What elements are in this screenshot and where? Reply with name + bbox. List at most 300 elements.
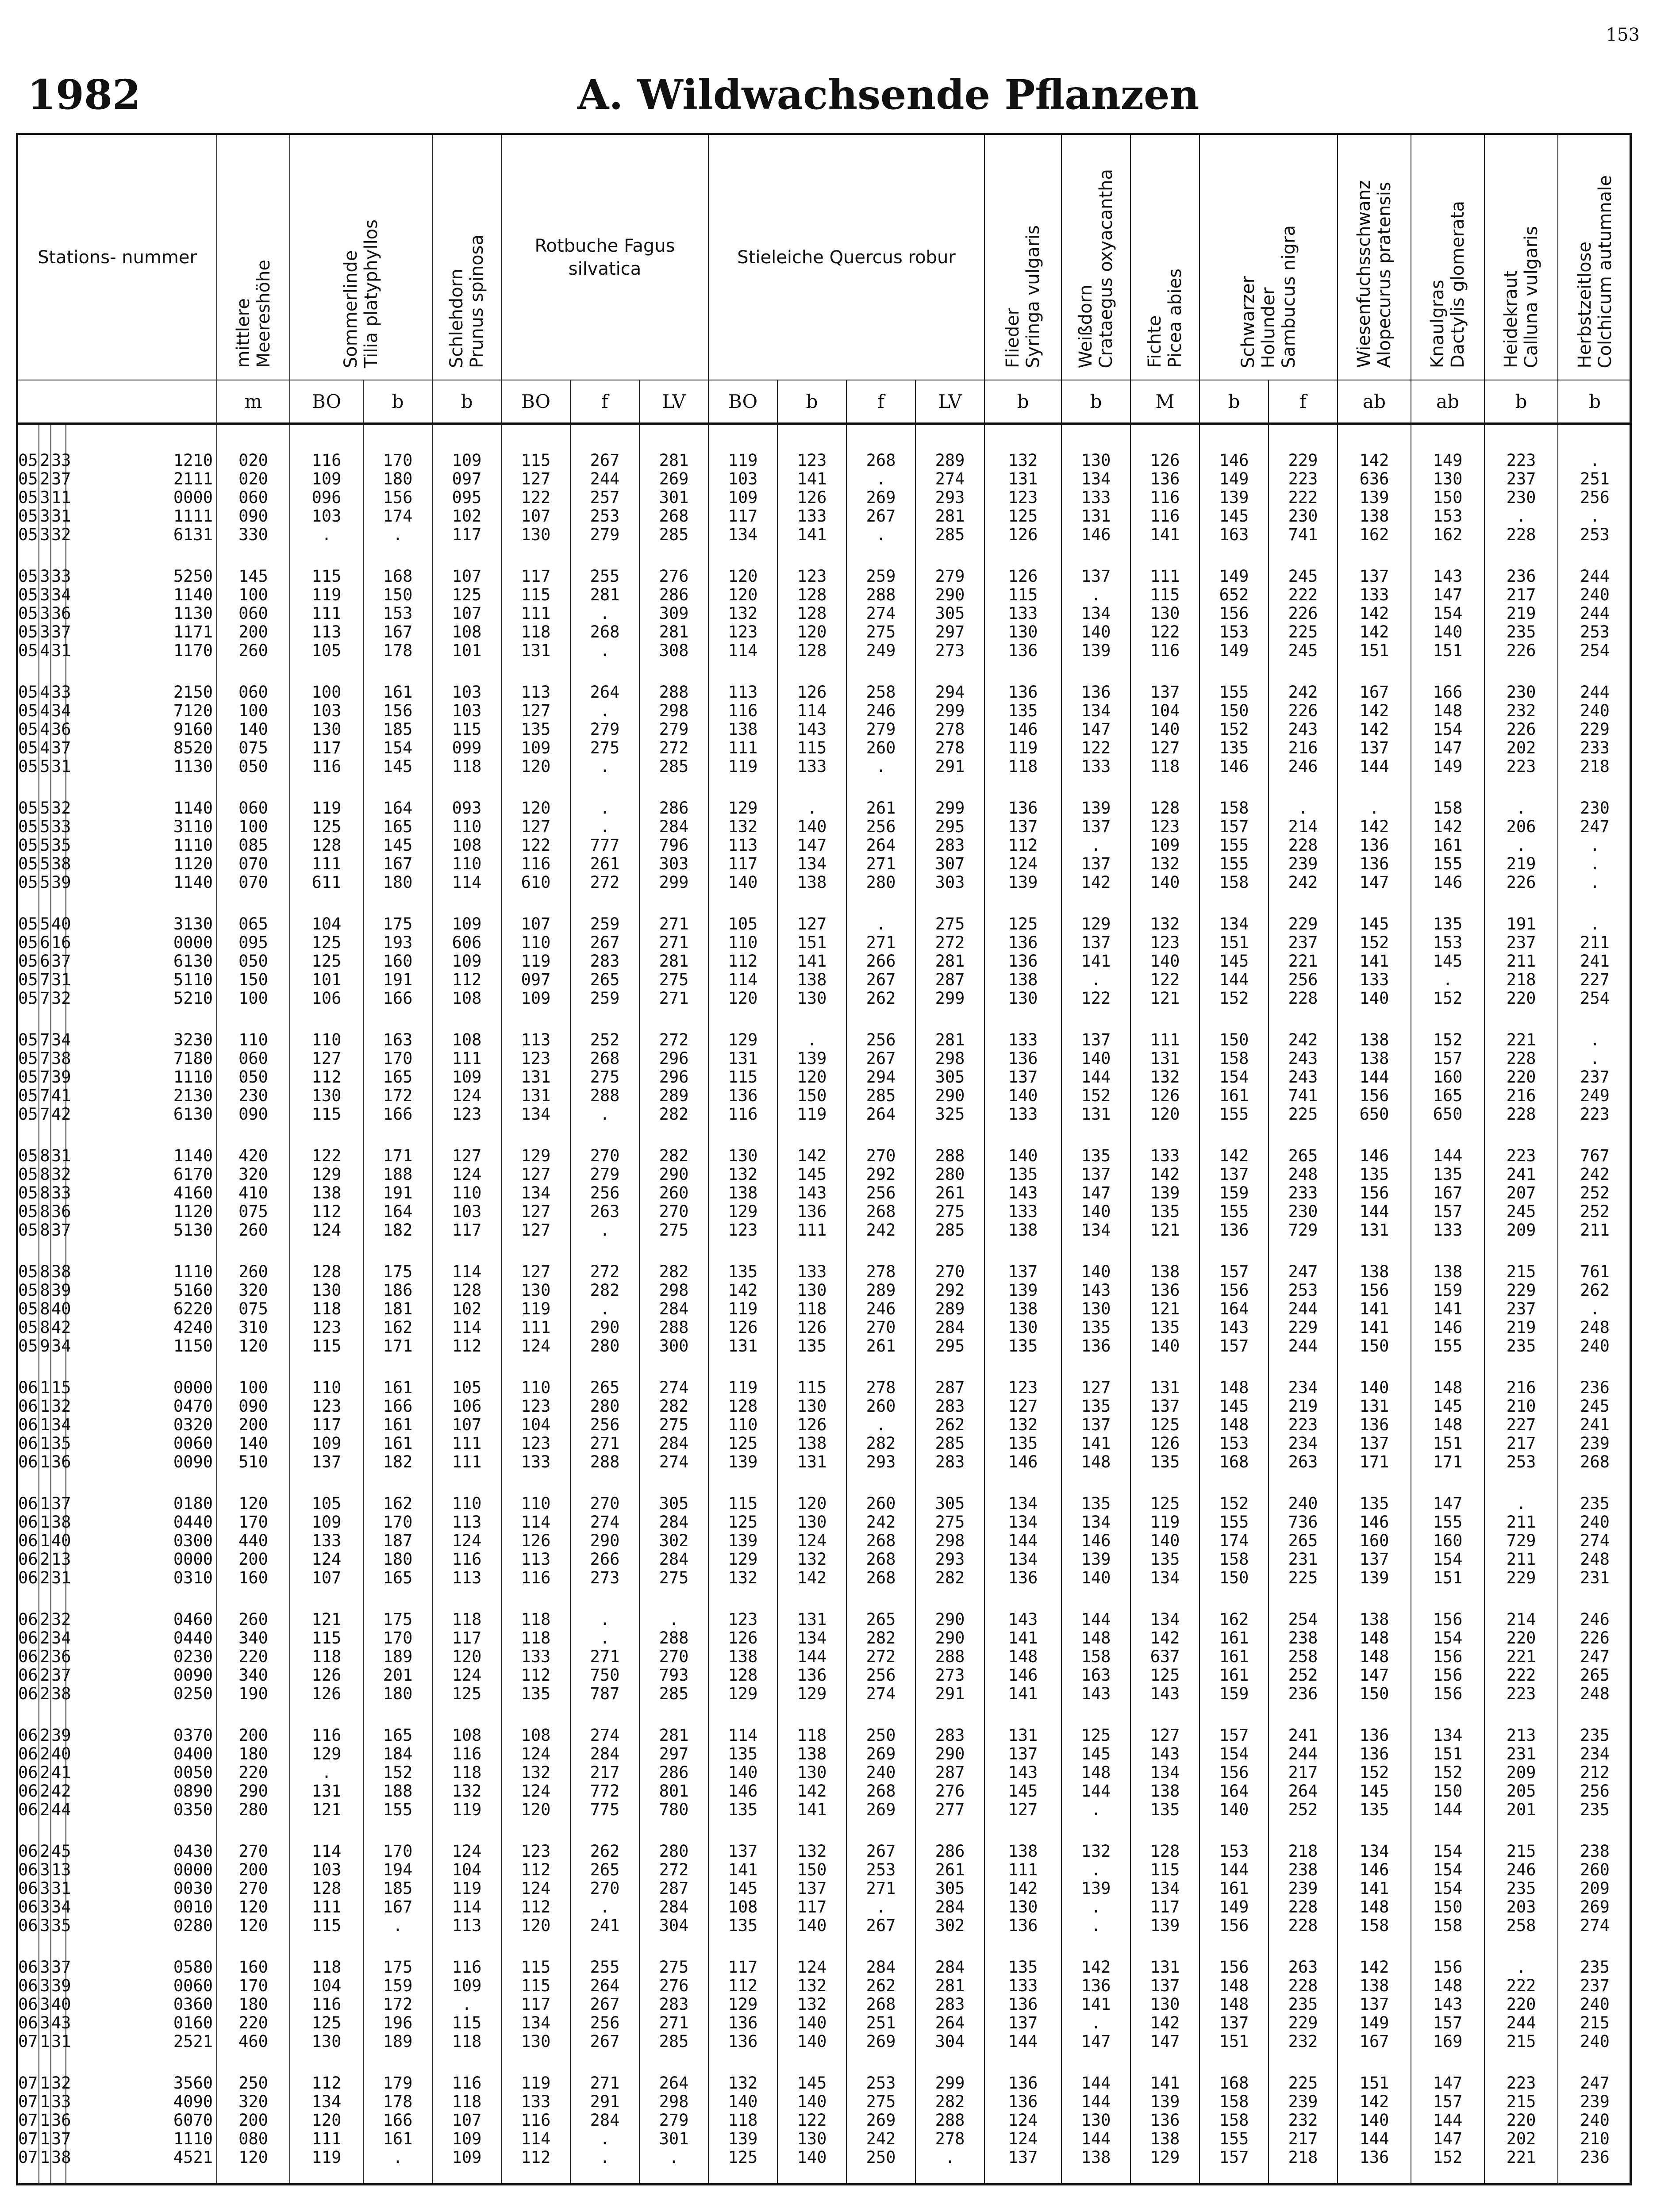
- value-cell: 105 110 112 114 120: [708, 915, 777, 1008]
- separator-cell: [290, 1819, 363, 1842]
- value-cell: 245 222 226 225 245: [1269, 567, 1338, 660]
- separator-cell: [1338, 1935, 1411, 1958]
- separator-cell: [501, 1703, 570, 1726]
- separator-cell: [217, 1935, 290, 1958]
- separator-cell: [570, 1124, 639, 1147]
- separator-cell: [363, 1008, 432, 1031]
- separator-cell: [1558, 1935, 1631, 1958]
- unit-cell: b: [432, 380, 501, 424]
- separator-cell: [570, 1703, 639, 1726]
- value-cell: 158 157 155 155 158: [1199, 799, 1269, 892]
- value-cell: 120 120 132 123 114: [708, 567, 777, 660]
- separator-cell: [1484, 1819, 1558, 1842]
- separator-cell: [1338, 1819, 1411, 1842]
- unit-cell: m: [217, 380, 290, 424]
- separator-cell: [1061, 1008, 1130, 1031]
- station-number-cell: 3560 4090 6070 1110 4521: [66, 2074, 217, 2167]
- value-cell: 168 158 158 155 157: [1199, 2074, 1269, 2167]
- separator-cell: [708, 1008, 777, 1031]
- separator-cell: [432, 1703, 501, 1726]
- value-cell: 250 269 240 268 269: [846, 1726, 915, 1819]
- unit-cell: LV: [639, 380, 708, 424]
- station-number-cell: 1140 6170 4160 1120 5130: [66, 1147, 217, 1240]
- separator-cell: [846, 660, 915, 683]
- separator-cell: [432, 2167, 501, 2185]
- separator-cell: [777, 776, 846, 799]
- group-separator: [18, 544, 1631, 567]
- separator-cell: [18, 1124, 39, 1147]
- separator-cell: [1199, 892, 1269, 915]
- separator-cell: [217, 1240, 290, 1263]
- separator-cell: [1269, 660, 1338, 683]
- separator-cell: [1061, 1124, 1130, 1147]
- separator-cell: [66, 1240, 217, 1263]
- separator-cell: [51, 1703, 66, 1726]
- separator-cell: [51, 2051, 66, 2074]
- separator-cell: [1061, 1935, 1130, 1958]
- value-cell: 149 130 150 153 162: [1411, 451, 1484, 544]
- station-number-cell: 0460 0440 0230 0090 0250: [66, 1610, 217, 1703]
- separator-cell: [217, 1587, 290, 1610]
- separator-cell: [18, 1008, 39, 1031]
- value-cell: 136 135 146 119 118: [984, 683, 1061, 776]
- value-cell: 118 117 120 124 125: [432, 1610, 501, 1703]
- station-number-cell: 2 3 3 3 3: [39, 1842, 51, 1935]
- separator-cell: [1269, 1124, 1338, 1147]
- separator-cell: [432, 892, 501, 915]
- station-number-cell: 0000 0470 0320 0060 0090: [66, 1379, 217, 1471]
- separator-cell: [1338, 1124, 1411, 1147]
- separator-cell: [1411, 660, 1484, 683]
- value-cell: 274 284 217 772 775: [570, 1726, 639, 1819]
- separator-cell: [1130, 1471, 1199, 1494]
- header-syringa: Flieder Syringa vulgaris: [984, 135, 1061, 380]
- separator-cell: [846, 1703, 915, 1726]
- separator-cell: [570, 544, 639, 567]
- station-number-cell: 05 05 05 05 05: [18, 799, 39, 892]
- value-cell: 137 133 142 142 151: [1338, 567, 1411, 660]
- value-cell: 131 134 144 136 129: [777, 1610, 846, 1703]
- value-cell: 215 246 235 203 258: [1484, 1842, 1558, 1935]
- value-cell: 282 298 284 288 300: [639, 1263, 708, 1356]
- value-cell: 154 154 154 150 158: [1411, 1842, 1484, 1935]
- station-group: [18, 1726, 1631, 1842]
- section-title: A. Wildwachsende Pflanzen: [577, 71, 1199, 119]
- station-number-cell: 3130 0000 6130 5110 5210: [66, 915, 217, 1008]
- header-quercus: Stieleiche Quercus robur: [708, 135, 984, 380]
- separator-cell: [1199, 1471, 1269, 1494]
- value-cell: 260 320 075 310 120: [217, 1263, 290, 1356]
- station-group-row: [18, 451, 1631, 544]
- separator-cell: [217, 544, 290, 567]
- value-cell: 126 114 143 115 133: [777, 683, 846, 776]
- separator-cell: [1484, 1935, 1558, 1958]
- value-cell: 279 290 305 297 273: [915, 567, 984, 660]
- group-separator: [18, 1008, 1631, 1031]
- value-cell: 146 149 139 145 163: [1199, 451, 1269, 544]
- separator-cell: [501, 660, 570, 683]
- value-cell: 265 280 256 271 288: [570, 1379, 639, 1471]
- unit-cell: BO: [708, 380, 777, 424]
- value-cell: 244 240 229 233 218: [1580, 683, 1610, 776]
- value-cell: 115 115 117 134 130: [501, 1958, 570, 2051]
- value-cell: 140 135 143 133 138: [984, 1147, 1061, 1240]
- separator-cell: [639, 1587, 708, 1610]
- separator-cell: [363, 1356, 432, 1379]
- separator-cell: [1199, 1587, 1269, 1610]
- value-cell: 284 262 268 251 269: [846, 1958, 915, 2051]
- station-number-cell: 39 40 41 42 44: [51, 1726, 71, 1819]
- separator-cell: [432, 1124, 501, 1147]
- header-dactylis: Knaulgras Dactylis glomerata: [1411, 135, 1484, 380]
- separator-cell: [1484, 1356, 1558, 1379]
- separator-cell: [501, 1471, 570, 1494]
- separator-cell: [18, 1703, 39, 1726]
- value-cell: 114 135 140 146 135: [708, 1726, 777, 1819]
- separator-cell: [217, 892, 290, 915]
- separator-cell: [1269, 776, 1338, 799]
- separator-cell: [1130, 1703, 1199, 1726]
- value-cell: 060 100 140 075 050: [217, 683, 290, 776]
- station-number-cell: 07 07 07 07 07: [18, 2074, 39, 2167]
- separator-cell: [1484, 1124, 1558, 1147]
- value-cell: 112 134 120 111 119: [290, 2074, 363, 2167]
- separator-cell: [915, 1240, 984, 1263]
- separator-cell: [984, 892, 1061, 915]
- station-group: [18, 1494, 1631, 1610]
- separator-cell: [432, 776, 501, 799]
- value-cell: 286 284 796 303 299: [639, 799, 708, 892]
- separator-cell: [1130, 1124, 1199, 1147]
- value-cell: 133 136 137 140 133: [984, 1031, 1061, 1124]
- value-cell: 223 237 230 . 228: [1484, 451, 1558, 544]
- value-cell: 065 095 050 150 100: [217, 915, 290, 1008]
- separator-cell: [51, 892, 66, 915]
- value-cell: 264 298 279 301 .: [639, 2074, 708, 2167]
- value-cell: 270 292 256 268 242: [846, 1147, 915, 1240]
- station-number-cell: 15 32 34 35 36: [51, 1378, 71, 1471]
- value-cell: 136 134 147 122 133: [1061, 683, 1130, 776]
- value-cell: 258 246 279 260 .: [846, 683, 915, 776]
- station-group: [18, 1263, 1631, 1379]
- separator-cell: [290, 1124, 363, 1147]
- separator-cell: [639, 2167, 708, 2185]
- separator-cell: [363, 1471, 432, 1494]
- value-cell: 252 268 275 288 .: [570, 1031, 639, 1124]
- separator-cell: [1558, 544, 1631, 567]
- value-cell: 230 247 . . .: [1580, 799, 1610, 892]
- value-cell: 116 118 107 109 109: [432, 2074, 501, 2167]
- separator-cell: [1199, 1124, 1269, 1147]
- value-cell: 121 115 118 126 126: [290, 1610, 363, 1703]
- separator-cell: [708, 892, 777, 915]
- value-cell: 294 299 278 278 291: [915, 683, 984, 776]
- value-cell: 229 223 222 230 741: [1269, 451, 1338, 544]
- separator-cell: [1484, 776, 1558, 799]
- separator-cell: [1558, 1819, 1631, 1842]
- value-cell: 168 150 153 167 178: [363, 567, 432, 660]
- value-cell: 152 155 174 158 150: [1199, 1494, 1269, 1587]
- separator-cell: [1484, 660, 1558, 683]
- value-cell: 278 289 246 270 261: [846, 1263, 915, 1356]
- value-cell: . 288 270 793 285: [639, 1610, 708, 1703]
- group-separator: [18, 1587, 1631, 1610]
- station-number-cell: 45 13 31 34 35: [51, 1842, 71, 1935]
- separator-cell: [639, 892, 708, 915]
- separator-cell: [984, 1356, 1061, 1379]
- page-number: 153: [1606, 25, 1640, 45]
- value-cell: 142 138 137 149 167: [1338, 1958, 1411, 2051]
- group-separator: [18, 1935, 1631, 1958]
- value-cell: 267 253 271 . 267: [846, 1842, 915, 1935]
- value-cell: 179 178 166 161 .: [363, 2074, 432, 2167]
- value-cell: 157 156 164 143 157: [1199, 1263, 1269, 1356]
- value-cell: 247 239 240 210 236: [1580, 2074, 1610, 2167]
- separator-cell: [984, 1124, 1061, 1147]
- value-cell: 123 126 138 128 129: [708, 1610, 777, 1703]
- separator-cell: [1199, 2051, 1269, 2074]
- value-cell: 110 123 117 109 137: [290, 1379, 363, 1471]
- separator-cell: [39, 2167, 51, 2185]
- value-cell: 247 253 244 229 244: [1269, 1263, 1338, 1356]
- separator-cell: [984, 1703, 1061, 1726]
- separator-cell: [363, 1703, 432, 1726]
- value-cell: 136 137 112 124 139: [984, 799, 1061, 892]
- station-number-cell: 1 1 1 1 1: [39, 2074, 51, 2167]
- separator-cell: [501, 1935, 570, 1958]
- separator-cell: [66, 1471, 217, 1494]
- separator-cell: [1269, 1008, 1338, 1031]
- separator-cell: [217, 1471, 290, 1494]
- value-cell: 116 129 . 131 121: [290, 1726, 363, 1819]
- separator-cell: [1269, 1240, 1338, 1263]
- separator-cell: [639, 1240, 708, 1263]
- value-cell: 155 150 152 135 146: [1199, 683, 1269, 776]
- value-cell: 135 153 145 . 152: [1411, 915, 1484, 1008]
- separator-cell: [1484, 544, 1558, 567]
- unit-station: [18, 380, 217, 424]
- station-number-cell: 06 06 06 06 07: [18, 1958, 39, 2051]
- separator-cell: [777, 660, 846, 683]
- separator-cell: [708, 544, 777, 567]
- separator-cell: [39, 1008, 51, 1031]
- unit-cell: b: [984, 380, 1061, 424]
- station-group-row: [18, 1842, 1631, 1935]
- value-cell: 255 264 267 256 267: [570, 1958, 639, 2051]
- value-cell: 110 123 104 123 133: [501, 1379, 570, 1471]
- separator-cell: [639, 2051, 708, 2074]
- separator-cell: [432, 1240, 501, 1263]
- separator-cell: [777, 1124, 846, 1147]
- separator-cell: [639, 1008, 708, 1031]
- value-cell: 147 157 144 147 152: [1411, 2074, 1484, 2167]
- value-cell: 137 . 134 140 139: [1061, 567, 1130, 660]
- value-cell: 134 146 141 148 158: [1338, 1842, 1411, 1935]
- value-cell: 123 128 128 120 128: [777, 567, 846, 660]
- separator-cell: [1338, 1471, 1411, 1494]
- separator-cell: [363, 544, 432, 567]
- value-cell: 135 142 119 126 131: [708, 1263, 777, 1356]
- separator-cell: [66, 544, 217, 567]
- value-cell: 151 142 140 144 136: [1338, 2074, 1411, 2167]
- separator-cell: [66, 1703, 217, 1726]
- station-number-cell: 4 4 4 4 5: [39, 683, 51, 776]
- separator-cell: [846, 1124, 915, 1147]
- separator-cell: [639, 1471, 708, 1494]
- value-cell: 272 282 . 290 280: [570, 1263, 639, 1356]
- separator-cell: [39, 776, 51, 799]
- value-cell: 129 131 115 136 116: [708, 1031, 777, 1124]
- station-number-cell: 37 39 40 43 31: [51, 1958, 71, 2051]
- header-tilia: Sommerlinde Tilia platyphyllos: [290, 135, 432, 380]
- value-cell: 119 103 109 117 134: [708, 451, 777, 544]
- station-number-cell: 2 2 2 2 2: [39, 1726, 51, 1819]
- separator-cell: [1411, 1935, 1484, 1958]
- unit-cell: ab: [1338, 380, 1411, 424]
- unit-cell: f: [846, 380, 915, 424]
- station-number-cell: 38 39 40 42 34: [51, 1262, 71, 1356]
- value-cell: 166 148 154 147 149: [1411, 683, 1484, 776]
- separator-cell: [18, 1935, 39, 1958]
- station-number-cell: 32 34 36 37 38: [51, 1610, 71, 1703]
- value-cell: 255 281 . 268 .: [570, 567, 639, 660]
- station-number-cell: 31 32 33 36 37: [51, 1146, 71, 1240]
- separator-cell: [846, 1471, 915, 1494]
- value-cell: . . 777 261 272: [570, 799, 639, 892]
- value-cell: 147 155 160 154 151: [1411, 1494, 1484, 1587]
- group-separator: [18, 1124, 1631, 1147]
- separator-cell: [708, 2167, 777, 2185]
- value-cell: 131 137 125 126 135: [1130, 1379, 1199, 1471]
- separator-cell: [363, 1124, 432, 1147]
- value-cell: 138 156 141 141 150: [1338, 1263, 1411, 1356]
- separator-cell: [290, 1587, 363, 1610]
- separator-cell: [777, 1819, 846, 1842]
- value-cell: 225 239 232 217 218: [1269, 2074, 1338, 2167]
- separator-cell: [1269, 1935, 1338, 1958]
- value-cell: . 271 266 267 262: [846, 915, 915, 1008]
- separator-cell: [1130, 1587, 1199, 1610]
- station-group-row: [18, 1031, 1631, 1124]
- separator-cell: [217, 1124, 290, 1147]
- value-cell: 200 180 220 290 280: [217, 1726, 290, 1819]
- separator-cell: [1558, 1008, 1631, 1031]
- separator-cell: [363, 1240, 432, 1263]
- separator-cell: [984, 1471, 1061, 1494]
- group-separator: [18, 1356, 1631, 1379]
- value-cell: 271 271 281 275 271: [639, 915, 708, 1008]
- value-cell: 110 127 112 130 115: [290, 1031, 363, 1124]
- value-cell: 134 151 152 150 144: [1411, 1726, 1484, 1819]
- value-cell: . 251 256 . 253: [1580, 451, 1610, 544]
- value-cell: 276 286 309 281 308: [639, 567, 708, 660]
- separator-cell: [1061, 660, 1130, 683]
- value-cell: 238 260 209 269 274: [1580, 1842, 1610, 1935]
- value-cell: 113 123 131 131 134: [501, 1031, 570, 1124]
- separator-cell: [846, 1356, 915, 1379]
- station-group-row: [18, 1726, 1631, 1819]
- value-cell: 157 154 156 164 140: [1199, 1726, 1269, 1819]
- value-cell: 108 124 132 124 120: [501, 1726, 570, 1819]
- separator-cell: [51, 1819, 66, 1842]
- station-group-row: [18, 2074, 1631, 2167]
- value-cell: 137 140 144 152 131: [1061, 1031, 1130, 1124]
- separator-cell: [217, 776, 290, 799]
- value-cell: 142 145 143 136 111: [777, 1147, 846, 1240]
- value-cell: 126 136 116 116 141: [1130, 451, 1199, 544]
- value-cell: 143 147 154 140 151: [1411, 567, 1484, 660]
- separator-cell: [39, 544, 51, 567]
- station-number-cell: 0580 0060 0360 0160 2521: [66, 1958, 217, 2051]
- separator-cell: [1269, 1703, 1338, 1726]
- group-separator: [18, 1471, 1631, 1494]
- station-group: [18, 1147, 1631, 1263]
- separator-cell: [290, 1356, 363, 1379]
- separator-cell: [217, 2051, 290, 2074]
- value-cell: 123 112 124 112 120: [501, 1842, 570, 1935]
- separator-cell: [1411, 1819, 1484, 1842]
- separator-cell: [1061, 1703, 1130, 1726]
- group-separator: [18, 1703, 1631, 1726]
- separator-cell: [1338, 544, 1411, 567]
- value-cell: 305 275 298 293 282: [915, 1494, 984, 1587]
- separator-cell: [1199, 1819, 1269, 1842]
- separator-cell: [1269, 1471, 1338, 1494]
- value-cell: 135 137 147 140 134: [1061, 1147, 1130, 1240]
- value-cell: 118 138 130 142 141: [777, 1726, 846, 1819]
- value-cell: 128 123 109 132 140: [1130, 799, 1199, 892]
- header-fagus: Rotbuche Fagus silvatica: [501, 135, 708, 380]
- separator-cell: [432, 1356, 501, 1379]
- separator-cell: [1558, 1356, 1631, 1379]
- value-cell: . . 237 249 223: [1580, 1030, 1610, 1124]
- separator-cell: [363, 2051, 432, 2074]
- separator-cell: [363, 892, 432, 915]
- separator-cell: [1558, 776, 1631, 799]
- separator-cell: [51, 2167, 66, 2185]
- separator-cell: [777, 892, 846, 915]
- station-number-cell: 06 06 06 06 06: [18, 1494, 39, 1587]
- value-cell: 132 . 139 . .: [1061, 1842, 1130, 1935]
- value-cell: 120 127 122 116 610: [501, 799, 570, 892]
- station-number-cell: 3230 7180 1110 2130 6130: [66, 1031, 217, 1124]
- separator-cell: [1269, 1587, 1338, 1610]
- value-cell: 133 130 118 126 135: [777, 1263, 846, 1356]
- separator-cell: [51, 1240, 66, 1263]
- separator-cell: [708, 776, 777, 799]
- value-cell: 115 127 122 107 130: [501, 451, 570, 544]
- unit-cell: b: [1061, 380, 1130, 424]
- separator-cell: [708, 1703, 777, 1726]
- separator-cell: [570, 1819, 639, 1842]
- value-cell: 170 194 185 167 .: [363, 1842, 432, 1935]
- value-cell: 120 130 124 132 142: [777, 1494, 846, 1587]
- station-number-cell: 0430 0000 0030 0010 0280: [66, 1842, 217, 1935]
- value-cell: 109 097 095 102 117: [432, 451, 501, 544]
- separator-cell: [915, 1008, 984, 1031]
- value-cell: 272 296 296 289 282: [639, 1031, 708, 1124]
- station-number-cell: 0370 0400 0050 0890 0350: [66, 1726, 217, 1819]
- separator-cell: [639, 1935, 708, 1958]
- separator-cell: [1130, 1935, 1199, 1958]
- header-sambucus: Schwarzer Holunder Sambucus nigra: [1199, 135, 1338, 380]
- separator-cell: [39, 1703, 51, 1726]
- value-cell: 288 280 261 275 285: [915, 1147, 984, 1240]
- value-cell: 278 260 . 282 293: [846, 1379, 915, 1471]
- separator-cell: [1558, 1124, 1631, 1147]
- value-cell: 214 220 221 222 223: [1484, 1610, 1558, 1703]
- value-cell: 286 261 305 284 302: [915, 1842, 984, 1935]
